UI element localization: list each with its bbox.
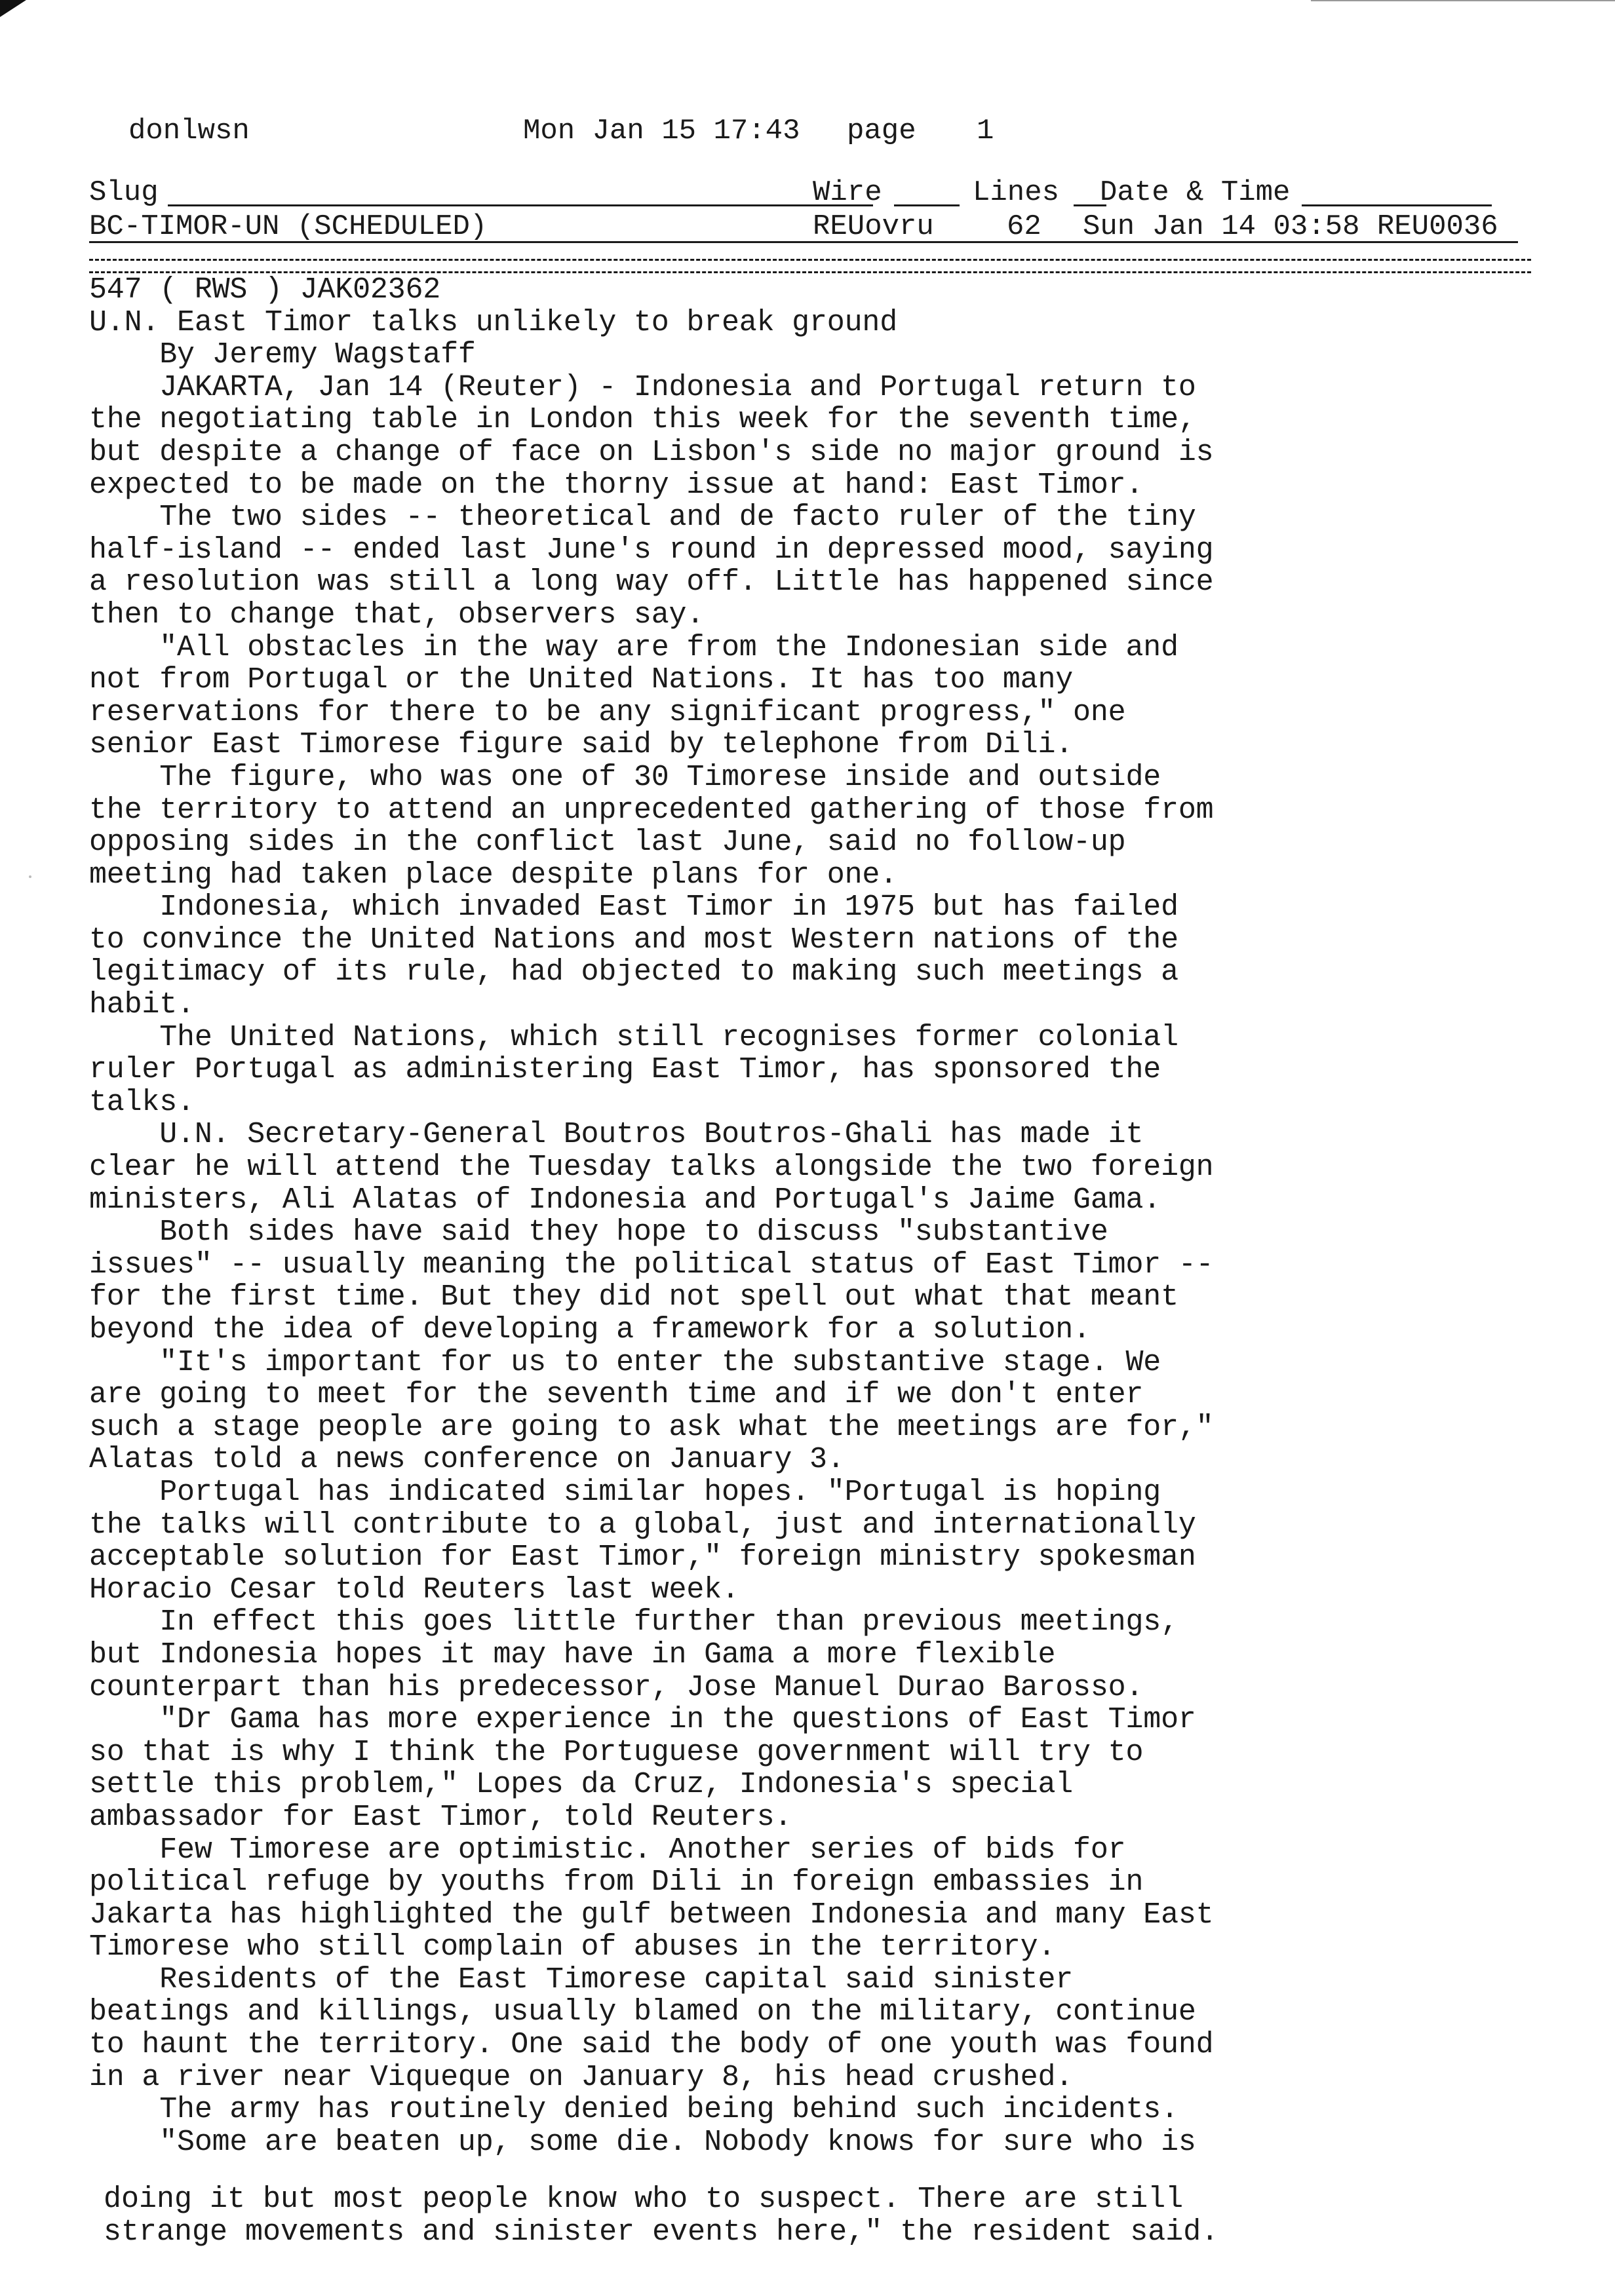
doc-id: donlwsn (128, 115, 250, 147)
story-line: "It's important for us to enter the substantive stage. We (89, 1345, 1161, 1379)
slug-values-row (89, 210, 1531, 244)
story-line: but Indonesia hopes it may have in Gama a more flexible (89, 1637, 1056, 1672)
double-separator-rule (89, 259, 1531, 273)
story-line: In effect this goes little further than previous meetings, (89, 1605, 1178, 1639)
story-line: ministers, Ali Alatas of Indonesia and Portugal's Jaime Gama. (89, 1183, 1161, 1217)
story-line: The two sides -- theoretical and de facto ruler of the tiny (89, 501, 1196, 535)
story-line: The army has routinely denied being behind such incidents. (89, 2093, 1178, 2127)
story-line: U.N. Secretary-General Boutros Boutros-Ghali has made it (89, 1118, 1144, 1152)
story-line: settle this problem," Lopes da Cruz, Indonesia's special (89, 1768, 1074, 1802)
story-line: half-island -- ended last June's round in depressed mood, saying (89, 533, 1214, 567)
story-line: counterpart than his predecessor, Jose Manuel Durao Barosso. (89, 1670, 1144, 1704)
story-line: 547 ( RWS ) JAK02362 (89, 273, 441, 307)
story-line: the talks will contribute to a global, just and internationally (89, 1508, 1196, 1542)
story-line: legitimacy of its rule, had objected to making such meetings a (89, 955, 1178, 989)
story-line: expected to be made on the thorny issue at hand: East Timor. (89, 468, 1144, 502)
story-line: reservations for there to be any significant progress," one (89, 695, 1126, 729)
date-time-label: Date & Time (1100, 176, 1291, 209)
story-line: ruler Portugal as administering East Timor, has sponsored the (89, 1053, 1161, 1087)
story-line: Residents of the East Timorese capital said sinister (89, 1962, 1074, 1997)
story-tail (104, 2183, 1565, 2249)
story-line: strange movements and sinister events here," the resident said. (104, 2215, 1219, 2249)
story-line: but despite a change of face on Lisbon's side no major ground is (89, 435, 1214, 469)
story-line: Portugal has indicated similar hopes. "Portugal is hoping (89, 1475, 1161, 1509)
slug-label: Slug (89, 176, 159, 209)
story-line: Both sides have said they hope to discuss "substantive (89, 1215, 1108, 1250)
slug-value: BC-TIMOR-UN (SCHEDULED) (89, 210, 488, 243)
story-line: to haunt the territory. One said the body of one youth was found (89, 2028, 1214, 2062)
story-line: so that is why I think the Portuguese government will try to (89, 1735, 1144, 1769)
story-line: The figure, who was one of 30 Timorese inside and outside (89, 760, 1161, 794)
page-number: 1 (977, 115, 994, 147)
story-line: the territory to attend an unprecedented gathering of those from (89, 793, 1214, 827)
story-line: to convince the United Nations and most Western nations of the (89, 923, 1178, 957)
wire-value: REUovru (813, 210, 934, 243)
story-line: The United Nations, which still recognises former colonial (89, 1020, 1178, 1054)
story-line: doing it but most people know who to suspect. There are still (104, 2183, 1184, 2216)
slug-labels-row (89, 176, 1531, 210)
story-line: By Jeremy Wagstaff (89, 338, 476, 372)
slug-underline (168, 204, 873, 206)
story-line: Timorese who still complain of abuses in the territory. (89, 1930, 1056, 1964)
story-line: "Dr Gama has more experience in the questions of East Timor (89, 1703, 1196, 1737)
story-line: political refuge by youths from Dili in foreign embassies in (89, 1866, 1144, 1900)
story-line: "All obstacles in the way are from the Indonesian side and (89, 630, 1178, 664)
page-header (0, 111, 1615, 151)
story-line: for the first time. But they did not spell out what that meant (89, 1280, 1178, 1314)
story-line: in a river near Viqueque on January 8, his head crushed. (89, 2060, 1074, 2094)
date-time-underline (1302, 204, 1492, 206)
doc-date: Mon Jan 15 17:43 (523, 115, 800, 147)
story-line: meeting had taken place despite plans for one. (89, 858, 898, 892)
story-line: the negotiating table in London this week for the seventh time, (89, 403, 1196, 437)
page-corner-mark (0, 0, 26, 17)
story-line: opposing sides in the conflict last June, said no follow-up (89, 826, 1126, 860)
margin-speck (29, 875, 31, 878)
story-line: U.N. East Timor talks unlikely to break ground (89, 305, 898, 339)
story-line: Indonesia, which invaded East Timor in 1975 but has failed (89, 890, 1178, 925)
story-line: then to change that, observers say. (89, 598, 705, 632)
story-line: not from Portugal or the United Nations. It has too many (89, 663, 1074, 697)
story-line: Jakarta has highlighted the gulf between Indonesia and many East (89, 1898, 1214, 1932)
story-line: a resolution was still a long way off. Little has happened since (89, 565, 1214, 600)
story-line: "Some are beaten up, some die. Nobody knows for sure who is (89, 2125, 1196, 2159)
date-time-value: Sun Jan 14 03:58 REU0036 (1083, 210, 1498, 243)
story-line: habit. (89, 988, 195, 1022)
story-line: such a stage people are going to ask what the meetings are for," (89, 1410, 1214, 1444)
story-line: ambassador for East Timor, told Reuters. (89, 1800, 792, 1834)
page-label: page (847, 115, 916, 147)
story-line: are going to meet for the seventh time and if we don't enter (89, 1378, 1144, 1412)
story-line: senior East Timorese figure said by telephone from Dili. (89, 728, 1074, 762)
story-line: JAKARTA, Jan 14 (Reuter) - Indonesia and Portugal return to (89, 370, 1196, 404)
lines-label: Lines (973, 176, 1060, 209)
top-edge-rule (1311, 0, 1615, 1)
story-line: Alatas told a news conference on January 3. (89, 1443, 845, 1477)
story-line: issues" -- usually meaning the political status of East Timor -- (89, 1248, 1214, 1282)
lines-value: 62 (1007, 210, 1041, 243)
story-body (89, 274, 1551, 2158)
wire-underline (894, 204, 960, 206)
wire-label: Wire (813, 176, 882, 209)
story-line: acceptable solution for East Timor," foreign ministry spokesman (89, 1540, 1196, 1575)
story-line: clear he will attend the Tuesday talks alongside the two foreign (89, 1151, 1214, 1185)
story-line: beatings and killings, usually blamed on the military, continue (89, 1995, 1196, 2029)
story-line: talks. (89, 1085, 195, 1119)
story-line: beyond the idea of developing a framework for a solution. (89, 1313, 1091, 1347)
values-underline (89, 241, 1518, 243)
story-line: Few Timorese are optimistic. Another series of bids for (89, 1833, 1126, 1867)
story-line: Horacio Cesar told Reuters last week. (89, 1573, 739, 1607)
slug-block (89, 176, 1531, 244)
